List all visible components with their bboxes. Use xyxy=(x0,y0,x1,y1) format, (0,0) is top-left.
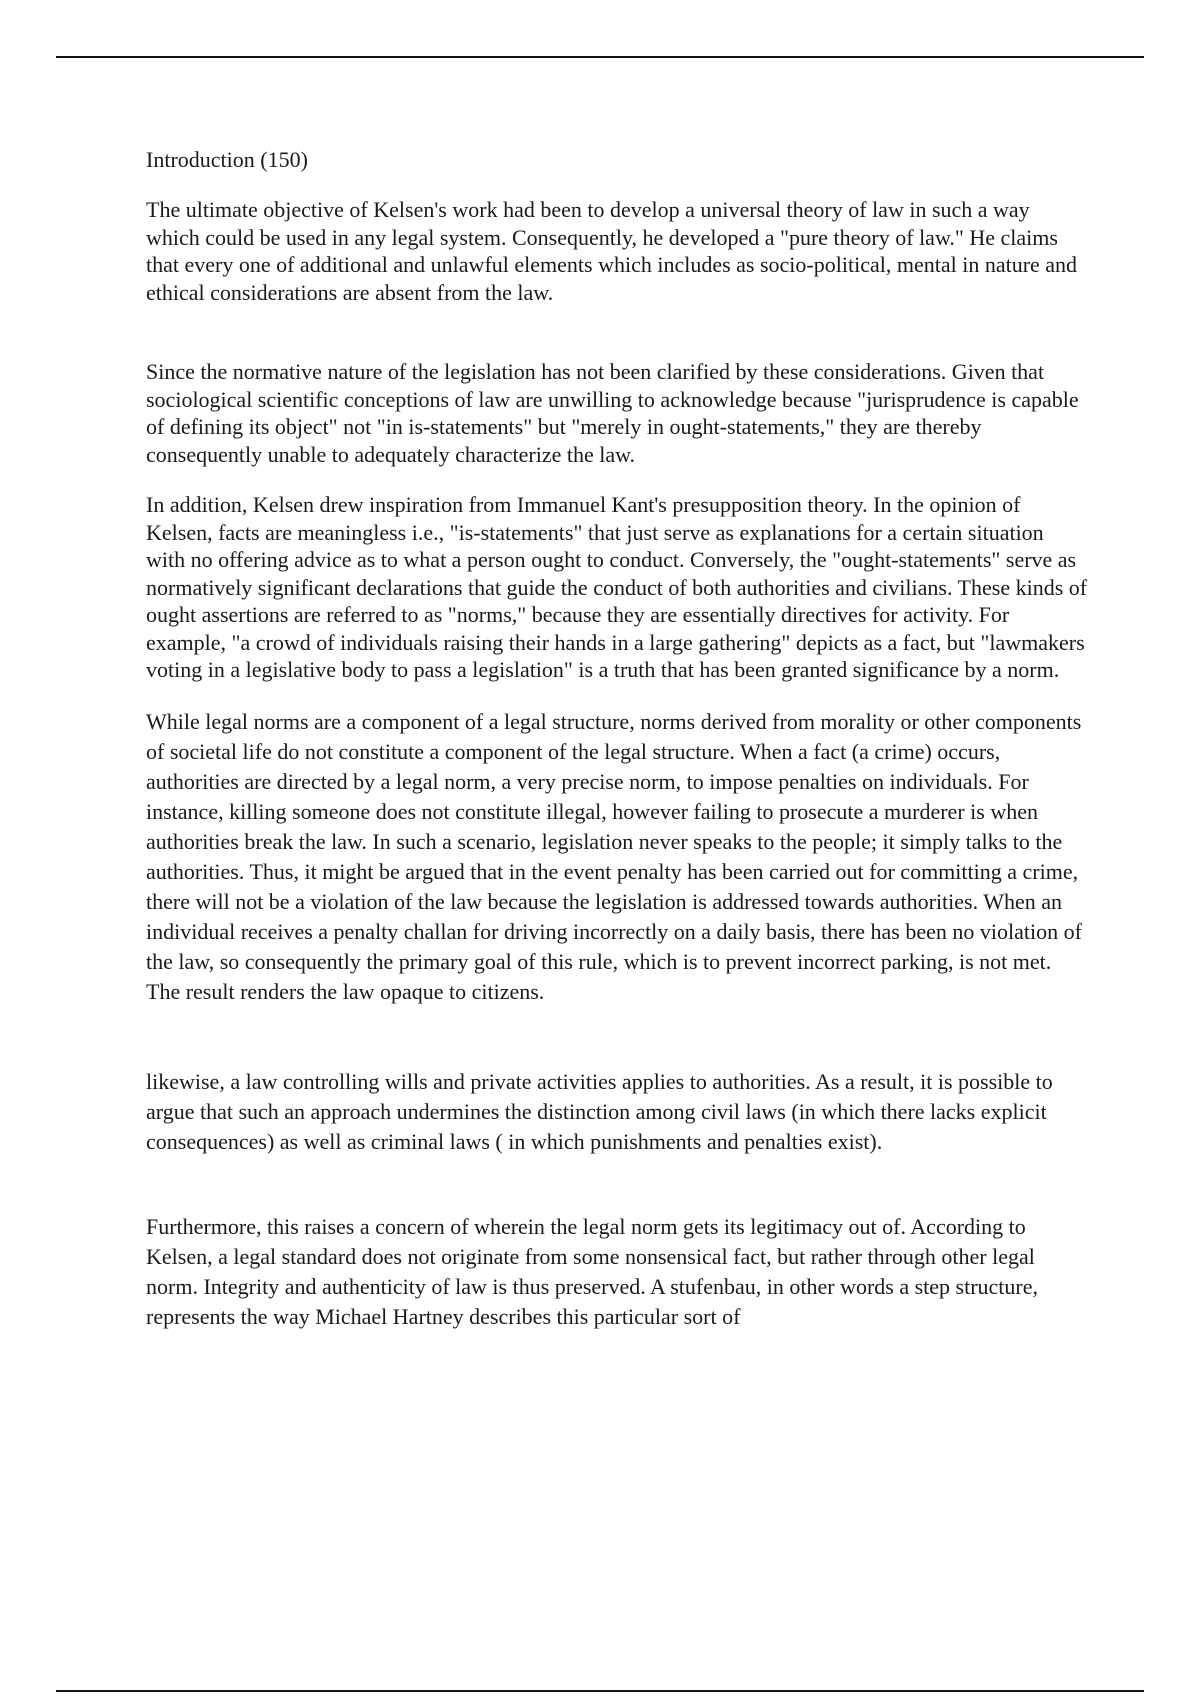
document-body xyxy=(146,146,1088,1332)
paragraph-4: While legal norms are a component of a legal structure, norms derived from morality or other components of societal life do not constitute a component of the legal structure. When a fact (a crime) occurs, authorities are directed by a legal norm, a very precise norm, to impose penalties on individuals. For instance, killing someone does not constitute illegal, however failing to prosecute a murderer is when authorities break the law. In such a scenario, legislation never speaks to the people; it simply talks to the authorities. Thus, it might be argued that in the event penalty has been carried out for committing a crime, there will not be a violation of the law because the legislation is addressed towards authorities. When an individual receives a penalty challan for driving incorrectly on a daily basis, there has been no violation of the law, so consequently the primary goal of this rule, which is to prevent incorrect parking, is not met. The result renders the law opaque to citizens. xyxy=(146,708,1082,1004)
paragraph-3: In addition, Kelsen drew inspiration from Immanuel Kant's presupposition theory. In the opinion of Kelsen, facts are meaningless i.e., "is-statements" that just serve as explanations for a certain situation with no offering advice as to what a person ought to conduct. Conversely, the "ought-statements" serve as normatively significant declarations that guide the conduct of both authorities and civilians. These kinds of ought assertions are referred to as "norms," because they are essentially directives for activity. For example, "a crowd of individuals raising their hands in a large gathering" depicts as a fact, but "lawmakers voting in a legislative body to pass a legislation" is a truth that has been granted significance by a norm. xyxy=(146,492,1088,682)
footer-rule xyxy=(56,1690,1144,1692)
paragraph-6: Furthermore, this raises a concern of wherein the legal norm gets its legitimacy out of. According to Kelsen, a legal standard does not originate from some nonsensical fact, but rather through other legal norm. Integrity and authenticity of law is thus preserved. A stufenbau, in other words a step structure, represents the way Michael Hartney describes this particular sort of xyxy=(146,1213,1039,1329)
paragraph-5: likewise, a law controlling wills and private activities applies to authorities. As a result, it is possible to argue that such an approach undermines the distinction among civil laws (in which there lacks explicit consequences) as well as criminal laws ( in which punishments and penalties exist). xyxy=(146,1068,1053,1154)
paragraph-2: Since the normative nature of the legislation has not been clarified by these considerations. Given that sociological scientific conceptions of law are unwilling to acknowledge because "jurisprudence is capable of defining its object" not "in is-statements" but "merely in ought-statements," they are thereby consequently unable to adequately characterize the law. xyxy=(146,359,1079,467)
section-heading: Introduction (150) xyxy=(146,147,308,172)
header-rule xyxy=(56,56,1144,58)
paragraph-1: The ultimate objective of Kelsen's work had been to develop a universal theory of law in such a way which could be used in any legal system. Consequently, he developed a "pure theory of law." He claims that every one of additional and unlawful elements which includes as socio-political, mental in nature and ethical considerations are absent from the law. xyxy=(146,197,1078,305)
